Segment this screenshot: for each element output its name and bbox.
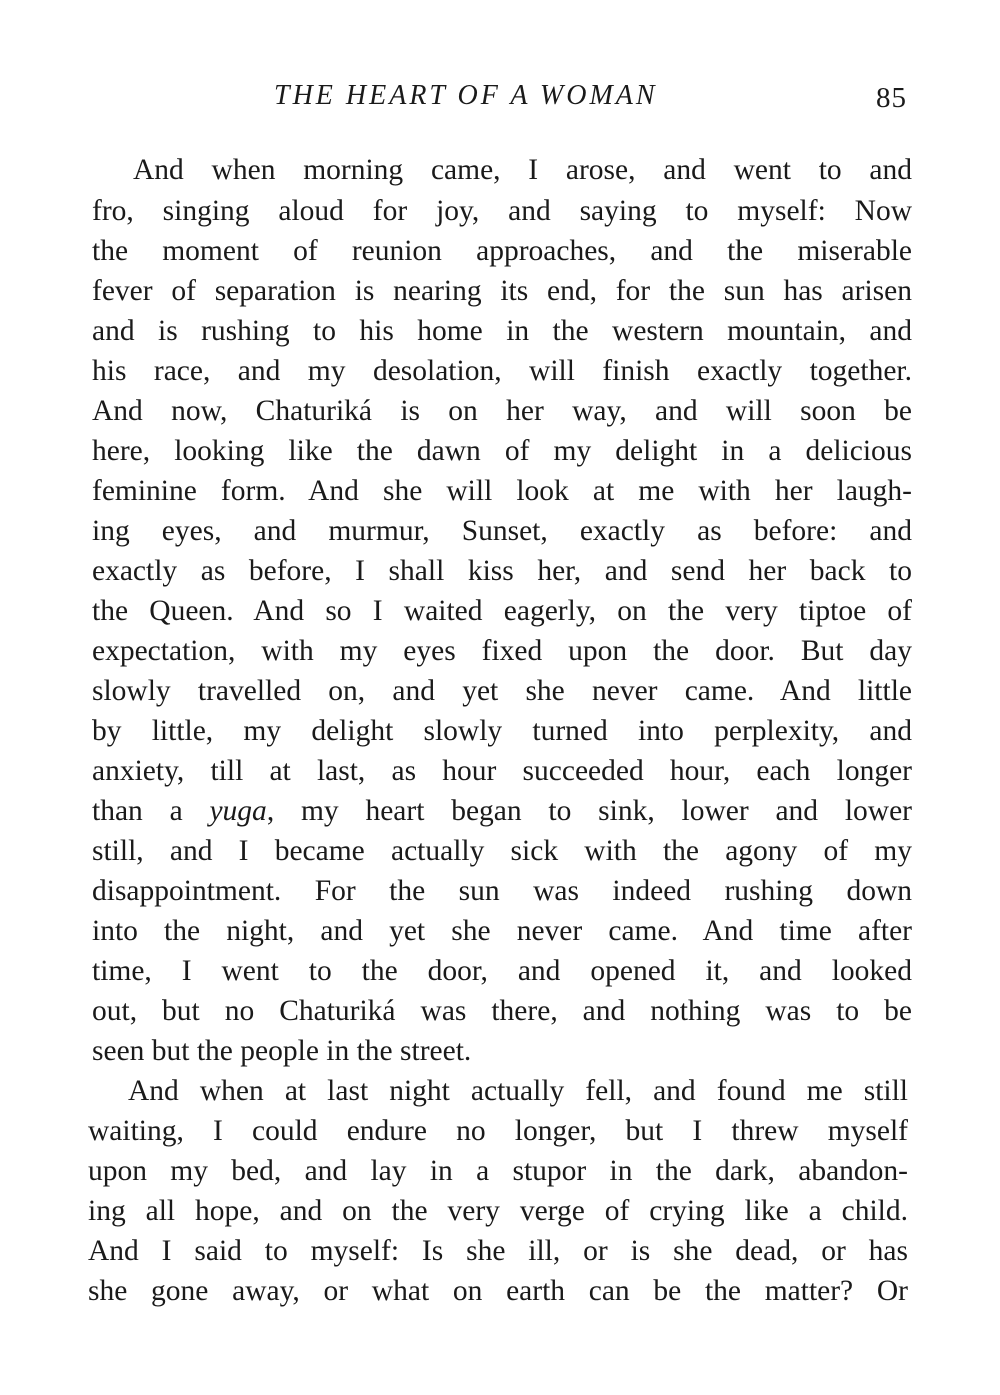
text-line: still, and I became actually sick with the agony of my (92, 835, 912, 867)
text-line: here, looking like the dawn of my delight in a delicious (92, 435, 912, 467)
text-fragment: than a (92, 795, 210, 827)
text-line: time, I went to the door, and opened it, and looked (92, 955, 912, 987)
text-line: the moment of reunion approaches, and the miserable (92, 235, 912, 267)
text-line: exactly as before, I shall kiss her, and send her back to (92, 555, 912, 587)
text-line: expectation, with my eyes fixed upon the door. But day (92, 635, 912, 667)
text-line: slowly travelled on, and yet she never came. And little (92, 675, 912, 707)
running-title: THE HEART OF A WOMAN (274, 80, 658, 111)
text-line: the Queen. And so I waited eagerly, on the very tiptoe of (92, 595, 912, 627)
text-line: And when at last night actually fell, and found me still (128, 1075, 908, 1107)
text-line: she gone away, or what on earth can be the matter? Or (88, 1275, 908, 1307)
text-line: ing eyes, and murmur, Sunset, exactly as before: and (92, 515, 912, 547)
text-line: seen but the people in the street. (92, 1035, 472, 1067)
text-line: And I said to myself: Is she ill, or is she dead, or has (88, 1235, 908, 1267)
text-line: into the night, and yet she never came. And time after (92, 915, 912, 947)
page-number: 85 (876, 82, 907, 114)
text-line: anxiety, till at last, as hour succeeded hour, each longer (92, 755, 912, 787)
text-line: fever of separation is nearing its end, for the sun has arisen (92, 275, 912, 307)
text-line: fro, singing aloud for joy, and saying to myself: Now (92, 195, 912, 227)
text-line: And when morning came, I arose, and went to and (133, 154, 912, 186)
text-line: disappointment. For the sun was indeed rushing down (92, 875, 912, 907)
italic-word-yuga: yuga (209, 795, 267, 827)
text-line: by little, my delight slowly turned into perplexity, and (92, 715, 912, 747)
text-fragment: , my heart began to sink, lower and lower (266, 795, 913, 827)
text-line: and is rushing to his home in the western mountain, and (92, 315, 912, 347)
text-line: out, but no Chaturiká was there, and nothing was to be (92, 995, 912, 1027)
text-line: feminine form. And she will look at me with her laugh- (92, 475, 912, 507)
text-line: his race, and my desolation, will finish exactly together. (92, 355, 912, 387)
text-line: ing all hope, and on the very verge of crying like a child. (88, 1195, 908, 1227)
text-line-with-italic (92, 791, 912, 831)
text-line: upon my bed, and lay in a stupor in the dark, abandon- (88, 1155, 908, 1187)
text-line: waiting, I could endure no longer, but I threw myself (88, 1115, 908, 1147)
text-line: And now, Chaturiká is on her way, and will soon be (92, 395, 912, 427)
